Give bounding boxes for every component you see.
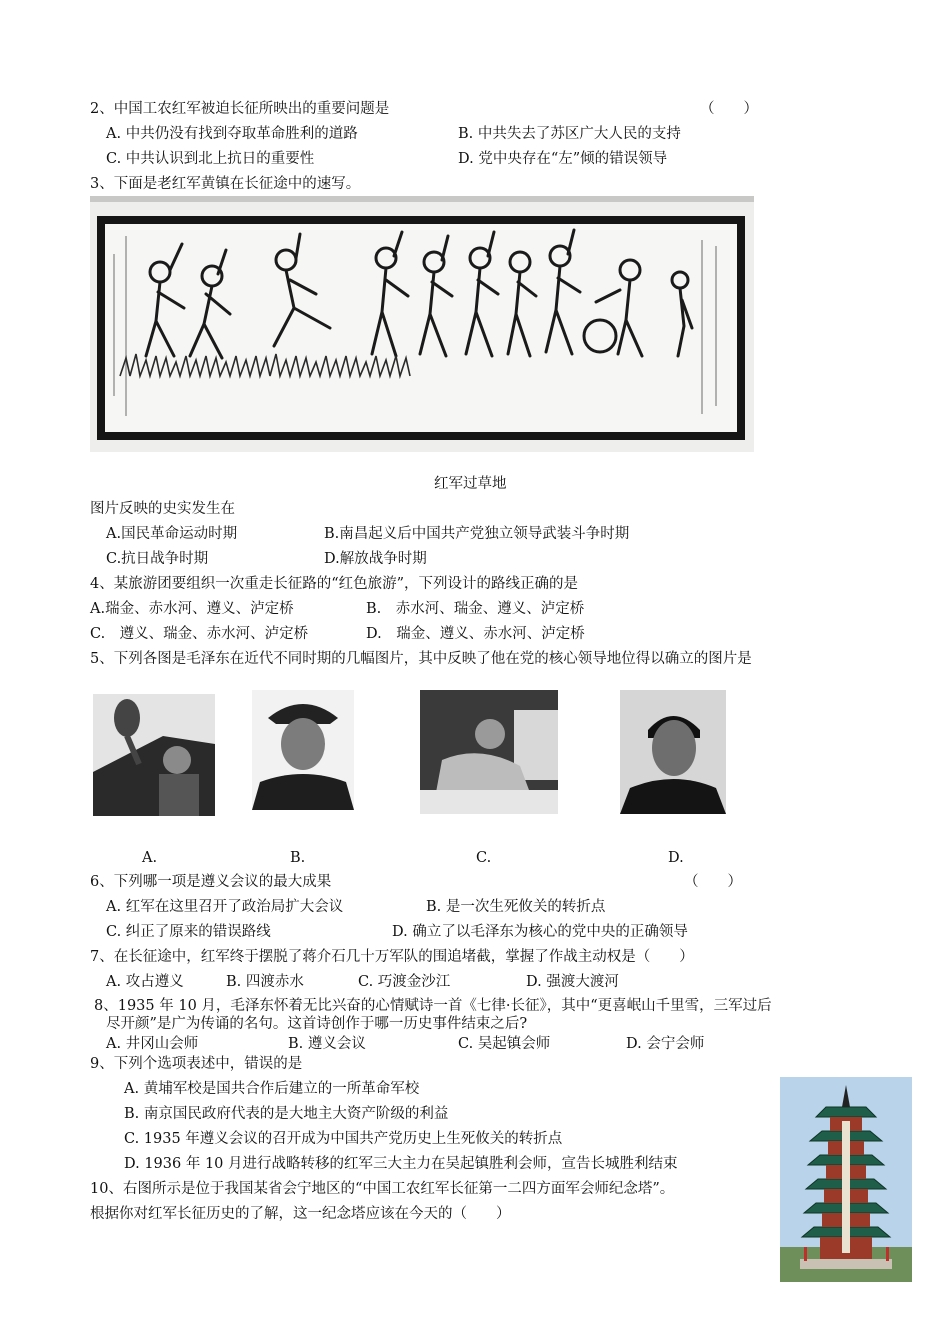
- q7-option-d: D. 强渡大渡河: [526, 974, 619, 990]
- q3-option-d: D.解放战争时期: [324, 551, 427, 567]
- q6-option-c: C. 纠正了原来的错误路线: [106, 924, 271, 940]
- q8-stem-line2: 尽开颜”是广为传诵的名句。这首诗创作于哪一历史事件结束之后?: [106, 1016, 528, 1032]
- q7-option-b: B. 四渡赤水: [226, 974, 304, 990]
- photo-c: [420, 690, 558, 814]
- q5-stem: 5、下列各图是毛泽东在近代不同时期的几幅图片，其中反映了他在党的核心领导地位得以确立的图片是: [90, 651, 752, 667]
- q9-option-a: A. 黄埔军校是国共合作后建立的一所革命军校: [124, 1081, 420, 1097]
- q4-option-a: A.瑞金、赤水河、遵义、泸定桥: [90, 601, 294, 617]
- q10-stem-line2: 根据你对红军长征历史的了解，这一纪念塔应该在今天的（ ）: [90, 1206, 511, 1222]
- q8-option-a: A. 井冈山会师: [106, 1036, 199, 1052]
- q5-label-b: B.: [290, 850, 306, 866]
- q2-option-b: B. 中共失去了苏区广大人民的支持: [458, 126, 681, 142]
- q5-label-d: D.: [668, 850, 684, 866]
- q9-option-c: C. 1935 年遵义会议的召开成为中国共产党历史上生死攸关的转折点: [124, 1131, 563, 1147]
- q6-answer-paren: （ ）: [684, 874, 742, 890]
- q7-option-c: C. 巧渡金沙江: [358, 974, 451, 990]
- q8-option-d: D. 会宁会师: [626, 1036, 705, 1052]
- q3-image-caption: 红军过草地: [434, 476, 507, 492]
- q3-option-a: A.国民革命运动时期: [106, 526, 238, 542]
- q3-option-b: B.南昌起义后中国共产党独立领导武装斗争时期: [324, 526, 630, 542]
- q8-option-b: B. 遵义会议: [288, 1036, 366, 1052]
- photo-d: [620, 690, 726, 814]
- q4-stem: 4、某旅游团要组织一次重走长征路的“红色旅游”，下列设计的路线正确的是: [90, 576, 579, 592]
- q8-option-c: C. 吴起镇会师: [458, 1036, 551, 1052]
- q9-option-b: B. 南京国民政府代表的是大地主大资产阶级的利益: [124, 1106, 449, 1122]
- q5-label-c: C.: [476, 850, 492, 866]
- red-army-sketch-image: [90, 196, 754, 452]
- q2-option-c: C. 中共认识到北上抗日的重要性: [106, 151, 315, 167]
- q9-option-d: D. 1936 年 10 月进行战略转移的红军三大主力在吴起镇胜利会师，宣告长城胜利结束: [124, 1156, 678, 1172]
- memorial-tower-image: [780, 1077, 912, 1282]
- q8-stem-line1: 8、1935 年 10 月，毛泽东怀着无比兴奋的心情赋诗一首《七律·长征》，其中“更喜岷山千里雪，三军过后: [94, 998, 772, 1014]
- q3-stem: 3、下面是老红军黄镇在长征途中的速写。: [90, 176, 361, 192]
- q4-option-d: D. 瑞金、遵义、赤水河、泸定桥: [366, 626, 585, 642]
- q4-option-b: B. 赤水河、瑞金、遵义、泸定桥: [366, 601, 585, 617]
- q2-option-d: D. 党中央存在“左”倾的错误领导: [458, 151, 668, 167]
- q7-option-a: A. 攻占遵义: [106, 974, 184, 990]
- photo-b: [252, 690, 354, 810]
- q5-label-a: A.: [142, 850, 158, 866]
- q2-option-a: A. 中共仍没有找到夺取革命胜利的道路: [106, 126, 358, 142]
- q6-option-b: B. 是一次生死攸关的转折点: [426, 899, 606, 915]
- photo-a: [93, 694, 215, 816]
- q10-stem-line1: 10、右图所示是位于我国某省会宁地区的“中国工农红军长征第一二四方面军会师纪念塔”。: [90, 1181, 675, 1197]
- q3-option-c: C.抗日战争时期: [106, 551, 209, 567]
- q2-stem: 2、中国工农红军被迫长征所映出的重要问题是: [90, 101, 390, 117]
- q2-answer-paren: （ ）: [700, 101, 758, 117]
- q3-sub-question: 图片反映的史实发生在: [90, 501, 235, 517]
- sketch-drawing: [90, 196, 754, 452]
- q4-option-c: C. 遵义、瑞金、赤水河、泸定桥: [90, 626, 309, 642]
- q6-option-a: A. 红军在这里召开了政治局扩大会议: [106, 899, 344, 915]
- q7-stem: 7、在长征途中，红军终于摆脱了蒋介石几十万军队的围追堵截，掌握了作战主动权是（ ）: [90, 949, 694, 965]
- q9-stem: 9、下列个选项表述中，错误的是: [90, 1056, 303, 1072]
- q6-option-d: D. 确立了以毛泽东为核心的党中央的正确领导: [392, 924, 688, 940]
- q6-stem: 6、下列哪一项是遵义会议的最大成果: [90, 874, 332, 890]
